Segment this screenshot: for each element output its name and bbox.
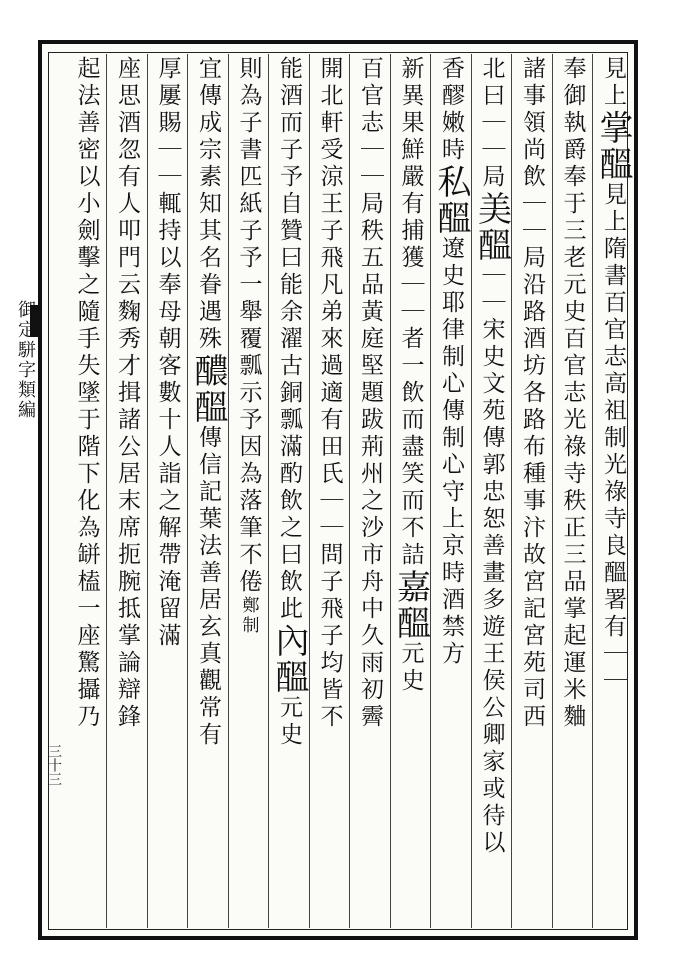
text-segment: 厚屢賜｜｜輒持以奉母 [154,56,181,326]
text-column [151,56,185,926]
column-rule [147,54,148,928]
text-column [70,56,104,926]
headword: 醞 [593,146,633,182]
column-rule [309,54,310,928]
text-segment: 能酒而子予自贊曰能余濯古銅瓢滿酌飲之曰飲此 [276,56,302,623]
text-segment: 諸事領尚飲｜｜局沿路酒坊各路布種事汴故宮記宮苑司西 [519,56,545,731]
text-segment: 嚴有捕獲｜｜者一飲而盡笑而不詰 [397,164,424,569]
column-rule [552,54,553,928]
headword: 醞 [188,389,228,425]
text-segment: ｜｜宋史文苑傳郭忠恕善畫多遊王侯公卿家或待以 [478,263,505,857]
text-segment: 奉御執爵奉于三老元史百官志光祿寺秩正三品掌起運米麯 [559,56,586,731]
text-segment: 則為子書匹紙子予一舉覆瓢示予因為落筆不倦 [235,56,262,596]
headword: 醞 [431,200,471,236]
text-segment: 上 [600,83,626,110]
column-rule [511,54,512,928]
column-rule [430,54,431,928]
headword: 美 [471,191,512,227]
headword: 嘉 [390,569,431,605]
column-rule [106,54,107,928]
text-segment: 座思酒忽有人叩門云麴秀才揖諸公居末席扼腕抵掌論辯鋒 [114,56,140,731]
text-segment: 光祿寺良醞署有｜｜ [600,452,626,695]
small-annotation: 鄭制 [238,596,259,636]
headword: 醲 [188,353,228,389]
text-column [110,56,144,926]
margin-title: 御定駢字類編 [15,300,36,420]
text-column [471,56,512,926]
headword: 私 [431,164,471,200]
column-rule [187,54,188,928]
text-column [188,56,228,926]
headword: 內 [269,623,309,659]
headword: 掌 [593,110,633,146]
column-rule [592,54,593,928]
text-segment: 朝客數十人詣之解帶淹留滿 [154,326,181,650]
headword: 醞 [471,227,512,263]
text-column [269,56,309,926]
text-column [390,56,431,926]
text-column [515,56,549,926]
page-number: 三十三 [46,744,62,786]
text-segment: 見 [600,56,626,83]
text-segment: 起法善密以小劍擊之隨手失墜于階下化為缾榼一座驚攝乃 [73,56,100,731]
text-column [431,56,471,926]
text-column [353,56,387,926]
text-segment: 新異果鮮 [397,56,424,164]
column-rule [268,54,269,928]
column-rule [228,54,229,928]
headword: 醞 [269,659,309,695]
text-segment: 見上隋書百官志高祖制 [600,182,626,452]
text-segment: 香醪嫩時 [438,56,464,164]
text-column [593,56,633,926]
text-segment: 遼史耶律制心傳制心守上京時酒禁方 [438,236,464,668]
text-segment: 宜傳成宗素知其名眷遇殊 [195,56,221,353]
text-segment: 傳信記葉法善居玄真觀常有 [195,425,221,749]
text-segment: 百官志｜｜局秩五品黃庭堅題跋荊州之沙市舟中久雨初霽 [357,56,383,731]
text-segment: 開北軒受涼王子飛凡弟來過適有田氏｜｜問子飛子均皆不 [316,56,343,731]
text-column [313,56,347,926]
text-segment: 元史 [276,695,302,749]
column-rule [349,54,350,928]
text-column [232,56,266,926]
headword: 醞 [390,605,431,641]
text-segment: 元史 [397,641,424,695]
text-segment: 北曰｜｜局 [478,56,505,191]
column-rule [390,54,391,928]
text-column [556,56,590,926]
